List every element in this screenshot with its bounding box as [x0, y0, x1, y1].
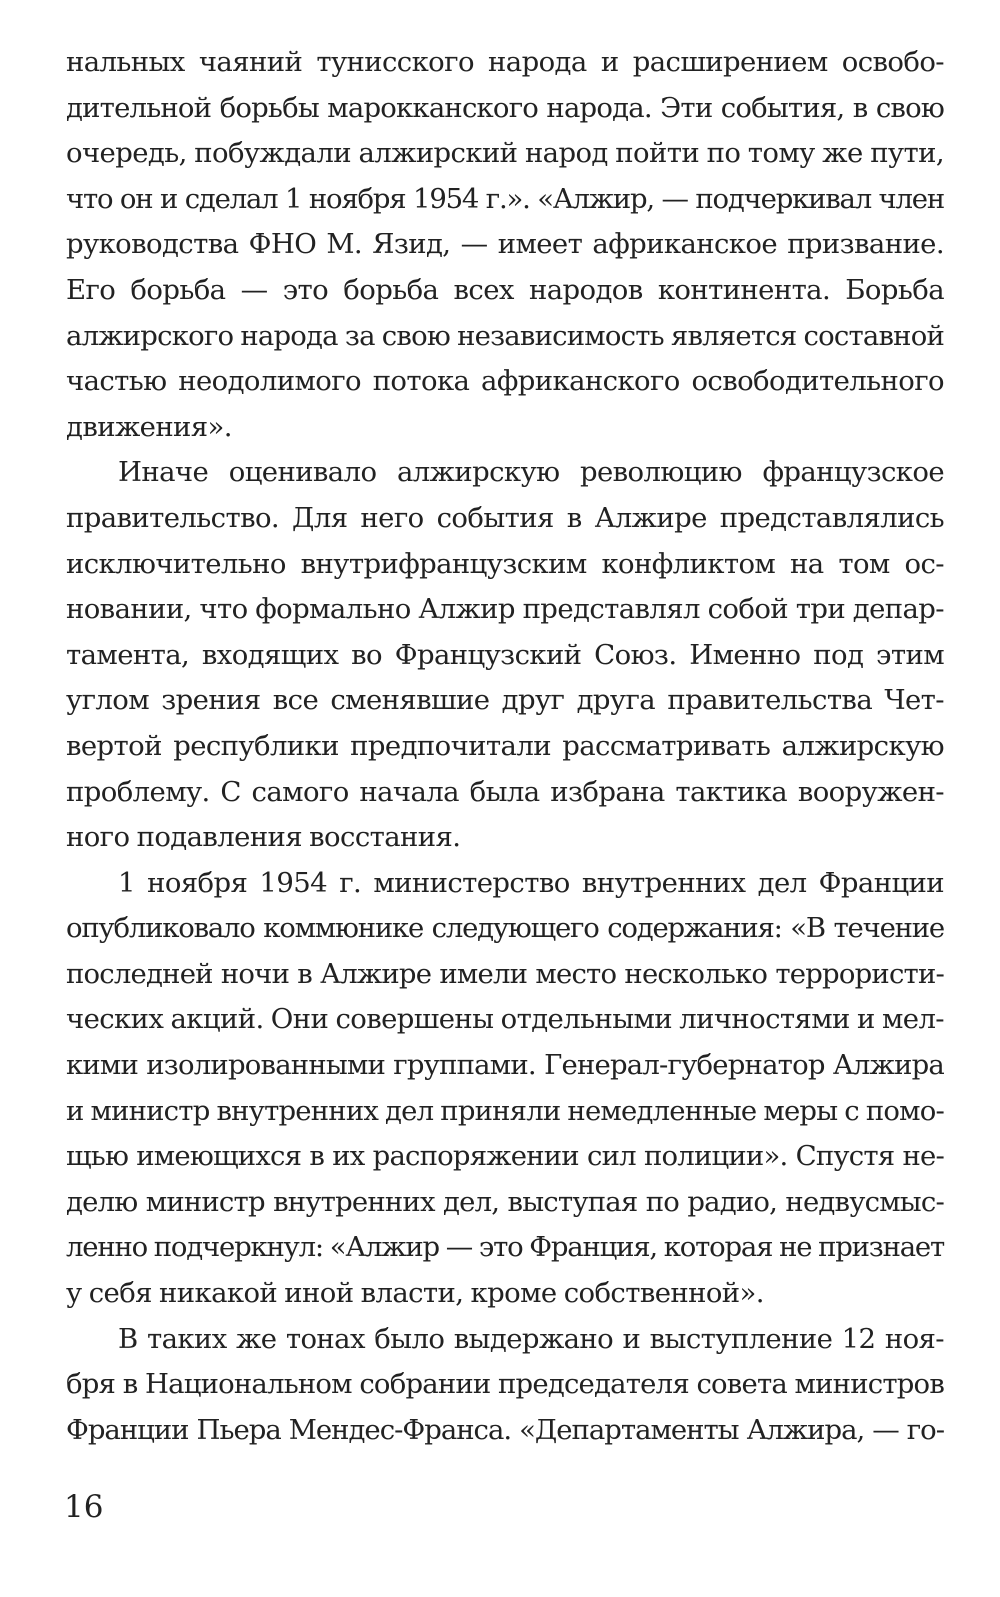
text-line: ного подавления восстания. [66, 821, 461, 854]
text-line: новании, что формально Алжир представлял собой три депар- [66, 593, 944, 626]
text-line: алжирского народа за свою независимость является составной [66, 319, 944, 352]
text-line: исключительно внутрифранцузским конфликтом на том ос- [66, 547, 944, 580]
text-line: и министр внутренних дел приняли немедленные меры с помо- [66, 1094, 944, 1127]
text-line: делю министр внутренних дел, выступая по радио, недвусмыс- [66, 1185, 944, 1218]
text-line: что он и сделал 1 ноября 1954 г.». «Алжир, — подчеркивал член [66, 182, 944, 215]
text-line: тамента, входящих во Французский Союз. Именно под этим [66, 638, 944, 671]
text-line: щью имеющихся в их распоряжении сил полиции». Спустя не- [66, 1140, 944, 1173]
text-line: у себя никакой иной власти, кроме собственной». [66, 1277, 764, 1310]
text-line: Иначе оценивало алжирскую революцию французское [118, 456, 944, 489]
text-line: руководства ФНО М. Язид, — имеет африканское призвание. [66, 228, 944, 261]
text-line: вертой республики предпочитали рассматривать алжирскую [66, 729, 944, 762]
text-line: кими изолированными группами. Генерал-губернатор Алжира [66, 1049, 944, 1082]
text-line: опубликовало коммюнике следующего содержания: «В течение [66, 912, 944, 945]
text-line: ленно подчеркнул: «Алжир — это Франция, которая не признает [66, 1231, 944, 1264]
text-line: Франции Пьера Мендес-Франса. «Департаменты Алжира, — го- [66, 1413, 944, 1446]
text-line: правительство. Для него события в Алжире представлялись [66, 501, 944, 534]
text-line: нальных чаяний тунисского народа и расширением освобо- [66, 46, 944, 78]
text-line: 1 ноября 1954 г. министерство внутренних дел Франции [118, 866, 944, 899]
text-line: последней ночи в Алжире имели место несколько террористи- [66, 957, 944, 990]
text-line: проблему. С самого начала была избрана тактика вооружен- [66, 775, 944, 808]
text-line: углом зрения все сменявшие друг друга правительства Чет- [66, 684, 944, 717]
page-number: 16 [64, 1489, 104, 1525]
text-line: очередь, побуждали алжирский народ пойти по тому же пути, [66, 137, 944, 170]
text-line: частью неодолимого потока африканского освободительного [66, 365, 944, 398]
text-line: В таких же тонах было выдержано и выступление 12 ноя- [118, 1322, 944, 1355]
text-block [66, 40, 944, 1453]
text-line: бря в Национальном собрании председателя совета министров [66, 1368, 944, 1401]
text-line: движения». [66, 410, 232, 443]
text-line: Его борьба — это борьба всех народов континента. Борьба [66, 273, 944, 306]
text-line: дительной борьбы марокканского народа. Эти события, в свою [66, 91, 944, 124]
text-line: ческих акций. Они совершены отдельными личностями и мел- [66, 1003, 944, 1036]
